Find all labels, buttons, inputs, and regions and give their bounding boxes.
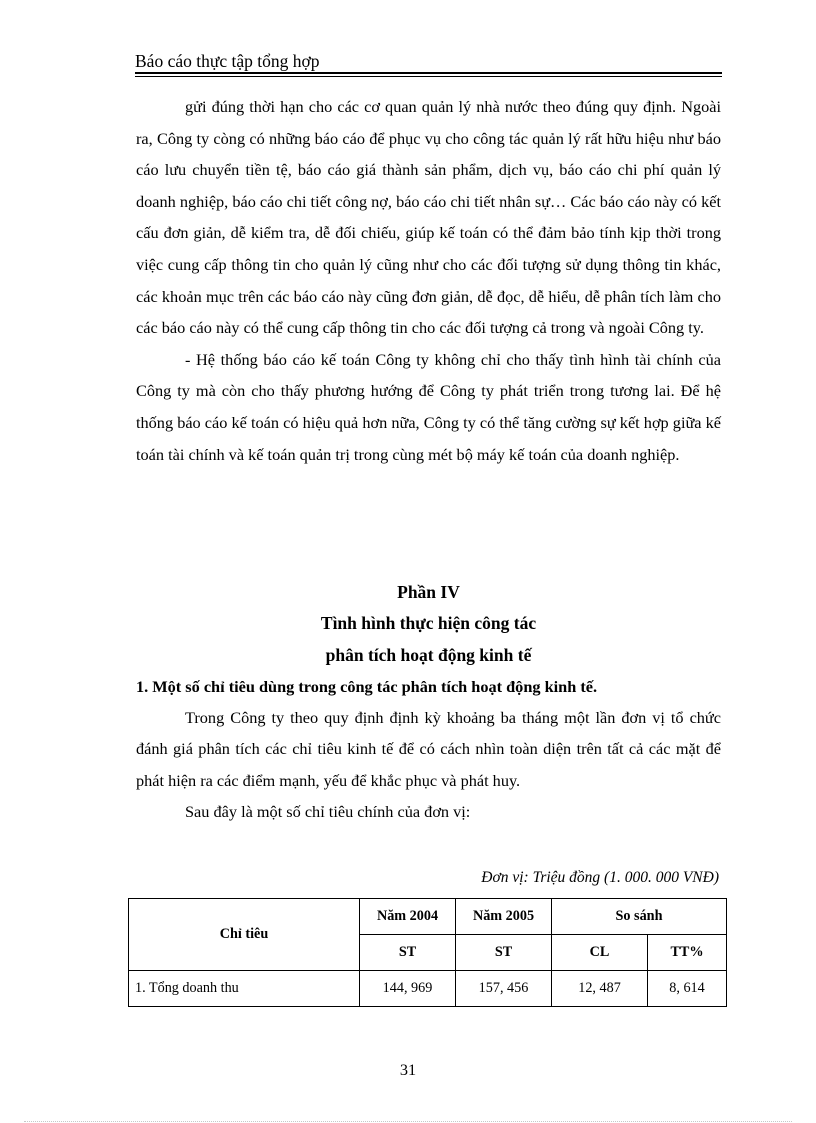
unit-note: Đơn vị: Triệu đồng (1. 000. 000 VNĐ) [481, 869, 719, 886]
subheader-st-2004: ST [360, 935, 456, 971]
part-title-line1: Tình hình thực hiện công tác [320, 613, 537, 633]
header-title: Báo cáo thực tập tổng hợp [135, 51, 320, 71]
cell-tt: 8, 614 [648, 971, 727, 1007]
table-row [129, 971, 727, 1007]
header-chi-tieu: Chỉ tiêu [129, 899, 360, 971]
subheader-cl: CL [552, 935, 648, 971]
section-title: 1. Một số chỉ tiêu dùng trong công tác phân tích hoạt động kinh tế. [136, 677, 598, 696]
paragraph-continuation: gửi đúng thời hạn cho các cơ quan quản lý nhà nước theo đúng quy định. Ngoài ra, Công ty còng có những báo cáo để phục vụ cho công tác quản lý rất hữu hiệu như báo cáo lưu chuyển tiền tệ, báo cáo giá thành sản phẩm, dịch vụ, báo cáo chi phí quản lý doanh nghiệp, báo cáo chi tiết công nợ, báo cáo chi tiết nhân sự… Các báo cáo này có kết cấu đơn giản, dễ kiểm tra, dễ đối chiếu, giúp kế toán có thể đảm bảo tính kịp thời trong việc cung cấp thông tin cho quản lý cũng như cho các đối tượng sử dụng thông tin khác, các khoản mục trên các báo cáo này cũng đơn giản, dễ đọc, dễ hiểu, dễ phân tích làm cho các báo cáo này có thể cung cấp thông tin cho các đối tượng cả trong và ngoài Công ty. [136, 97, 721, 338]
part-title-line2: phân tích hoạt động kinh tế [325, 645, 532, 665]
body-text-block [136, 91, 721, 470]
subheader-tt: TT% [648, 935, 727, 971]
header-year-2004: Năm 2004 [360, 899, 456, 935]
part-heading: Phần IV [397, 582, 460, 602]
table-header-row [129, 899, 727, 935]
header-rule [135, 76, 722, 77]
section-text-block [136, 702, 721, 827]
cell-2004: 144, 969 [360, 971, 456, 1007]
section-paragraph-1: Trong Công ty theo quy định định kỳ khoảng ba tháng một lần đơn vị tổ chức đánh giá phân tích các chỉ tiêu kinh tế để có cách nhìn toàn diện trên tất cả các mặt để phát hiện ra các điểm mạnh, yếu để khắc phục và phát huy. [136, 708, 721, 790]
header-so-sanh: So sánh [552, 899, 727, 935]
page-number: 31 [399, 1060, 417, 1079]
subheader-st-2005: ST [456, 935, 552, 971]
cell-cl: 12, 487 [552, 971, 648, 1007]
running-header [135, 50, 722, 74]
footer-rule [24, 1121, 792, 1122]
indicator-table [128, 898, 727, 1007]
row-label: 1. Tổng doanh thu [129, 971, 360, 1007]
paragraph-report-system: - Hệ thống báo cáo kế toán Công ty không chỉ cho thấy tình hình tài chính của Công ty mà còn cho thấy phương hướng để Công ty phát triển trong tương lai. Để hệ thống báo cáo kế toán có hiệu quả hơn nữa, Công ty có thể tăng cường sự kết hợp giữa kế toán tài chính và kế toán quản trị trong cùng mét bộ máy kế toán của doanh nghiệp. [136, 349, 721, 464]
section-paragraph-2: Sau đây là một số chỉ tiêu chính của đơn vị: [185, 801, 471, 821]
header-year-2005: Năm 2005 [456, 899, 552, 935]
cell-2005: 157, 456 [456, 971, 552, 1007]
